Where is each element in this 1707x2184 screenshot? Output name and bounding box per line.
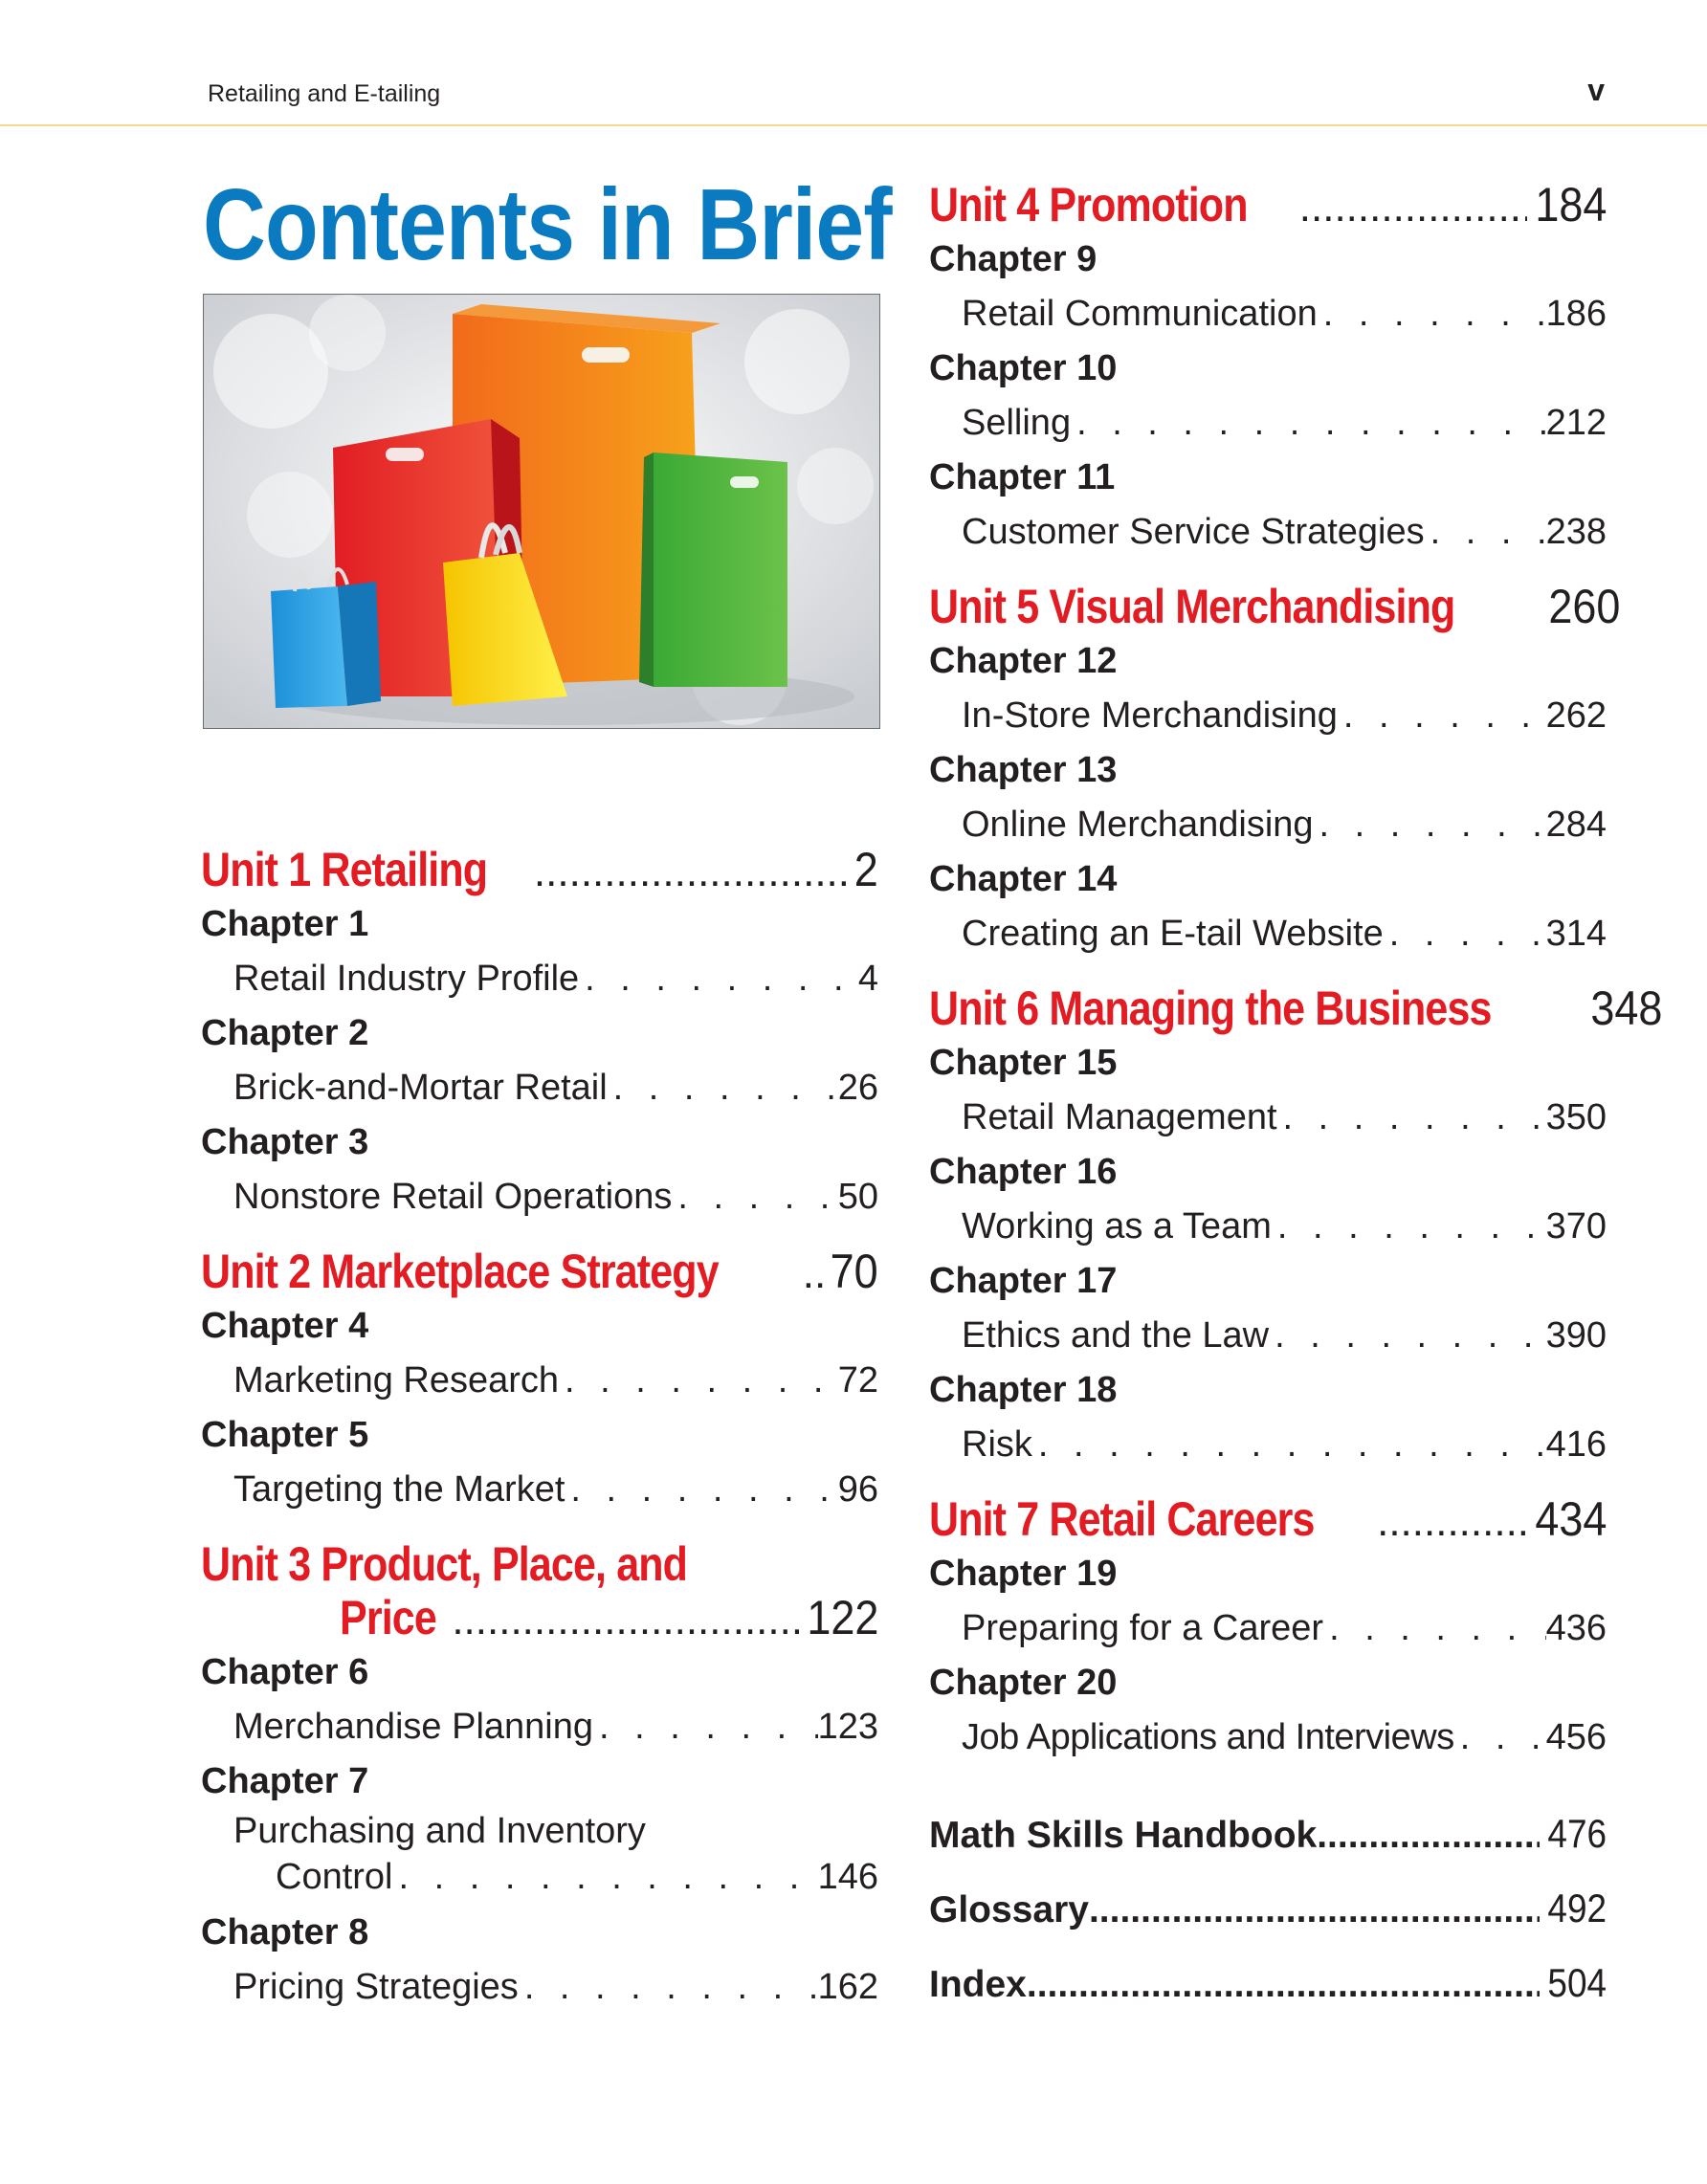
- chapter-label: Chapter 15: [929, 1043, 1118, 1083]
- back-matter-page: 476: [1547, 1811, 1607, 1856]
- chapter-entry[interactable]: [929, 286, 1607, 342]
- chapter-name: Preparing for a Career: [962, 1608, 1324, 1648]
- chapter-name: Targeting the Market: [233, 1469, 565, 1510]
- unit-title: Unit 4 Promotion: [929, 178, 1248, 232]
- chapter-page: 162: [817, 1967, 878, 2007]
- dot-leader: [1272, 1199, 1546, 1254]
- chapter-label: Chapter 11: [929, 457, 1116, 497]
- chapter-name: Nonstore Retail Operations: [233, 1177, 673, 1217]
- unit-3-heading-line2[interactable]: [201, 1590, 878, 1645]
- chapter-name: Customer Service Strategies: [962, 512, 1425, 552]
- chapter-label: Chapter 7: [201, 1761, 369, 1801]
- dot-leader: [579, 951, 858, 1006]
- chapter-name: Risk: [962, 1424, 1032, 1465]
- chapter-label: Chapter 6: [201, 1652, 369, 1692]
- chapter-page: 436: [1545, 1608, 1607, 1648]
- chapter-page: 4: [857, 959, 878, 999]
- chapter-name: Brick-and-Mortar Retail: [233, 1068, 608, 1108]
- chapter-page: 26: [837, 1068, 878, 1108]
- chapter-entry[interactable]: [929, 1710, 1607, 1765]
- chapter-name: Working as a Team: [962, 1206, 1272, 1246]
- chapter-page: 314: [1545, 914, 1607, 954]
- chapter-entry[interactable]: [201, 1060, 878, 1115]
- chapter-label: Chapter 12: [929, 641, 1118, 681]
- unit-3: [201, 1536, 878, 2015]
- chapter-label: Chapter 19: [929, 1554, 1118, 1594]
- chapter-entry[interactable]: [201, 1353, 878, 1408]
- unit-page: 260: [1548, 580, 1621, 633]
- unit-page: 434: [1534, 1492, 1607, 1546]
- unit-6: [929, 981, 1663, 1472]
- chapter-label: Chapter 4: [201, 1306, 369, 1346]
- unit-page: 122: [806, 1591, 878, 1644]
- unit-title: Price: [340, 1591, 436, 1644]
- chapter-entry[interactable]: [929, 797, 1607, 852]
- dot-leader: [1269, 1308, 1546, 1363]
- unit-title: Unit 7 Retail Careers: [929, 1492, 1315, 1546]
- dot-leader: [593, 1699, 818, 1754]
- dot-leader: [1323, 1600, 1546, 1656]
- chapter-entry[interactable]: [929, 1308, 1607, 1363]
- chapter-label: Chapter 18: [929, 1370, 1118, 1410]
- dot-leader: [559, 1353, 838, 1408]
- page-number: v: [1587, 73, 1605, 107]
- chapter-label: Chapter 2: [201, 1013, 369, 1053]
- chapter-entry[interactable]: [929, 504, 1607, 560]
- chapter-page: 146: [817, 1857, 878, 1897]
- chapter-name: In-Store Merchandising: [962, 695, 1338, 736]
- chapter-name: Pricing Strategies: [233, 1967, 519, 2007]
- dot-leader: [1089, 1874, 1540, 1947]
- unit-page: 348: [1590, 982, 1663, 1035]
- left-column: [201, 842, 878, 2015]
- chapter-label: Chapter 1: [201, 904, 369, 944]
- chapter-label: Chapter 9: [929, 239, 1097, 279]
- chapter-label: Chapter 17: [929, 1261, 1118, 1301]
- chapter-name: Retail Communication: [962, 294, 1318, 334]
- dot-leader: [1027, 1949, 1540, 2021]
- dot-leader: [1299, 184, 1527, 232]
- glossary-entry[interactable]: [929, 1872, 1607, 1947]
- unit-4: [929, 177, 1607, 560]
- dot-leader: [1317, 1799, 1540, 1872]
- unit-4-heading[interactable]: [929, 177, 1607, 232]
- dot-leader: [1454, 1710, 1546, 1765]
- chapter-entry[interactable]: [201, 951, 878, 1006]
- chapter-page: 50: [837, 1177, 878, 1217]
- chapter-entry[interactable]: [929, 906, 1607, 961]
- chapter-page: 238: [1545, 512, 1607, 552]
- unit-1: [201, 842, 878, 1224]
- chapter-entry[interactable]: [929, 1600, 1607, 1656]
- dot-leader: [672, 1169, 837, 1224]
- unit-title: Unit 5 Visual Merchandising: [929, 580, 1455, 633]
- chapter-name: Ethics and the Law: [962, 1315, 1270, 1356]
- chapter-entry-line1[interactable]: [201, 1808, 878, 1854]
- unit-5: [929, 579, 1621, 961]
- chapter-page: 416: [1545, 1424, 1607, 1465]
- shopping-bags-icon: [203, 294, 880, 729]
- chapter-label: Chapter 8: [201, 1912, 369, 1952]
- dot-leader: [608, 1060, 838, 1115]
- chapter-name: Merchandise Planning: [233, 1707, 594, 1747]
- dot-leader: [1384, 906, 1546, 961]
- unit-page: 70: [830, 1245, 878, 1298]
- dot-leader: [452, 1597, 798, 1644]
- unit-7-heading[interactable]: [929, 1491, 1607, 1547]
- page-title: Contents in Brief: [203, 168, 892, 281]
- chapter-entry[interactable]: [201, 1462, 878, 1517]
- chapter-label: Chapter 13: [929, 750, 1118, 790]
- unit-2: [201, 1244, 878, 1517]
- chapter-page: 96: [837, 1469, 878, 1510]
- unit-title: Unit 1 Retailing: [201, 843, 488, 896]
- chapter-name: Control: [276, 1857, 393, 1897]
- math-skills-handbook-entry[interactable]: [929, 1798, 1607, 1872]
- chapter-entry[interactable]: [201, 1699, 878, 1754]
- unit-title: Unit 3 Product, Place, and: [201, 1537, 688, 1591]
- chapter-page: 186: [1545, 294, 1607, 334]
- chapter-entry[interactable]: [929, 1090, 1607, 1145]
- chapter-entry[interactable]: [201, 1169, 878, 1224]
- chapter-entry-line2[interactable]: [201, 1854, 878, 1900]
- chapter-page: 350: [1545, 1097, 1607, 1137]
- dot-leader: [519, 1959, 818, 2015]
- dot-leader: [565, 1462, 837, 1517]
- dot-leader: [1338, 688, 1546, 743]
- back-matter-label: Glossary: [929, 1889, 1089, 1930]
- dot-leader: [1377, 1498, 1526, 1546]
- chapter-label: Chapter 3: [201, 1122, 369, 1162]
- chapter-entry[interactable]: [929, 1199, 1607, 1254]
- dot-leader: [803, 1250, 826, 1298]
- unit-2-heading[interactable]: [201, 1244, 878, 1299]
- chapter-label: Chapter 10: [929, 348, 1118, 388]
- dot-leader: [1032, 1417, 1546, 1472]
- right-column: [929, 177, 1663, 2021]
- back-matter-page: 504: [1547, 1960, 1607, 2005]
- unit-1-heading[interactable]: [201, 842, 878, 897]
- chapter-name: Job Applications and Interviews: [962, 1717, 1454, 1757]
- chapter-name: Marketing Research: [233, 1360, 560, 1401]
- book-title: Retailing and E-tailing: [208, 80, 441, 107]
- chapter-label: Chapter 5: [201, 1415, 369, 1455]
- back-matter-page: 492: [1547, 1886, 1607, 1930]
- unit-title: Unit 6 Managing the Business: [929, 982, 1492, 1035]
- dot-leader: [1318, 286, 1546, 342]
- chapter-label: Chapter 16: [929, 1152, 1118, 1192]
- index-entry[interactable]: [929, 1947, 1607, 2021]
- dot-leader: [1314, 797, 1546, 852]
- chapter-name: Online Merchandising: [962, 805, 1314, 845]
- dot-leader: [1071, 395, 1546, 451]
- dot-leader: [1277, 1090, 1546, 1145]
- back-matter-label: Index: [929, 1964, 1027, 2005]
- chapter-page: 284: [1545, 805, 1607, 845]
- back-matter-label: Math Skills Handbook: [929, 1815, 1318, 1856]
- dot-leader: [1425, 504, 1546, 560]
- dot-leader: [393, 1854, 818, 1900]
- chapter-entry[interactable]: [929, 395, 1607, 451]
- chapter-page: 262: [1545, 695, 1607, 736]
- chapter-name: Creating an E-tail Website: [962, 914, 1384, 954]
- unit-3-heading-line1[interactable]: [201, 1536, 878, 1592]
- chapter-entry[interactable]: [201, 1959, 878, 2015]
- chapter-page: 456: [1545, 1717, 1607, 1757]
- unit-7: [929, 1491, 1607, 1765]
- running-header: [0, 0, 1707, 126]
- chapter-name: Retail Management: [962, 1097, 1277, 1137]
- unit-6-heading[interactable]: [929, 981, 1663, 1036]
- chapter-name: Purchasing and Inventory: [233, 1811, 646, 1851]
- chapter-page: 390: [1545, 1315, 1607, 1356]
- chapter-page: 370: [1545, 1206, 1607, 1246]
- chapter-label: Chapter 14: [929, 859, 1118, 899]
- unit-page: 2: [854, 843, 878, 896]
- chapter-page: 123: [817, 1707, 878, 1747]
- chapter-entry[interactable]: [929, 688, 1607, 743]
- unit-page: 184: [1534, 178, 1607, 232]
- back-matter: [929, 1798, 1607, 2021]
- chapter-label: Chapter 20: [929, 1663, 1118, 1703]
- unit-title: Unit 2 Marketplace Strategy: [201, 1245, 719, 1298]
- chapter-name: Selling: [962, 403, 1072, 443]
- chapter-entry[interactable]: [929, 1417, 1607, 1472]
- chapter-name: Retail Industry Profile: [233, 959, 580, 999]
- unit-5-heading[interactable]: [929, 579, 1621, 634]
- chapter-page: 212: [1545, 403, 1607, 443]
- dot-leader: [534, 849, 852, 896]
- chapter-page: 72: [837, 1360, 878, 1401]
